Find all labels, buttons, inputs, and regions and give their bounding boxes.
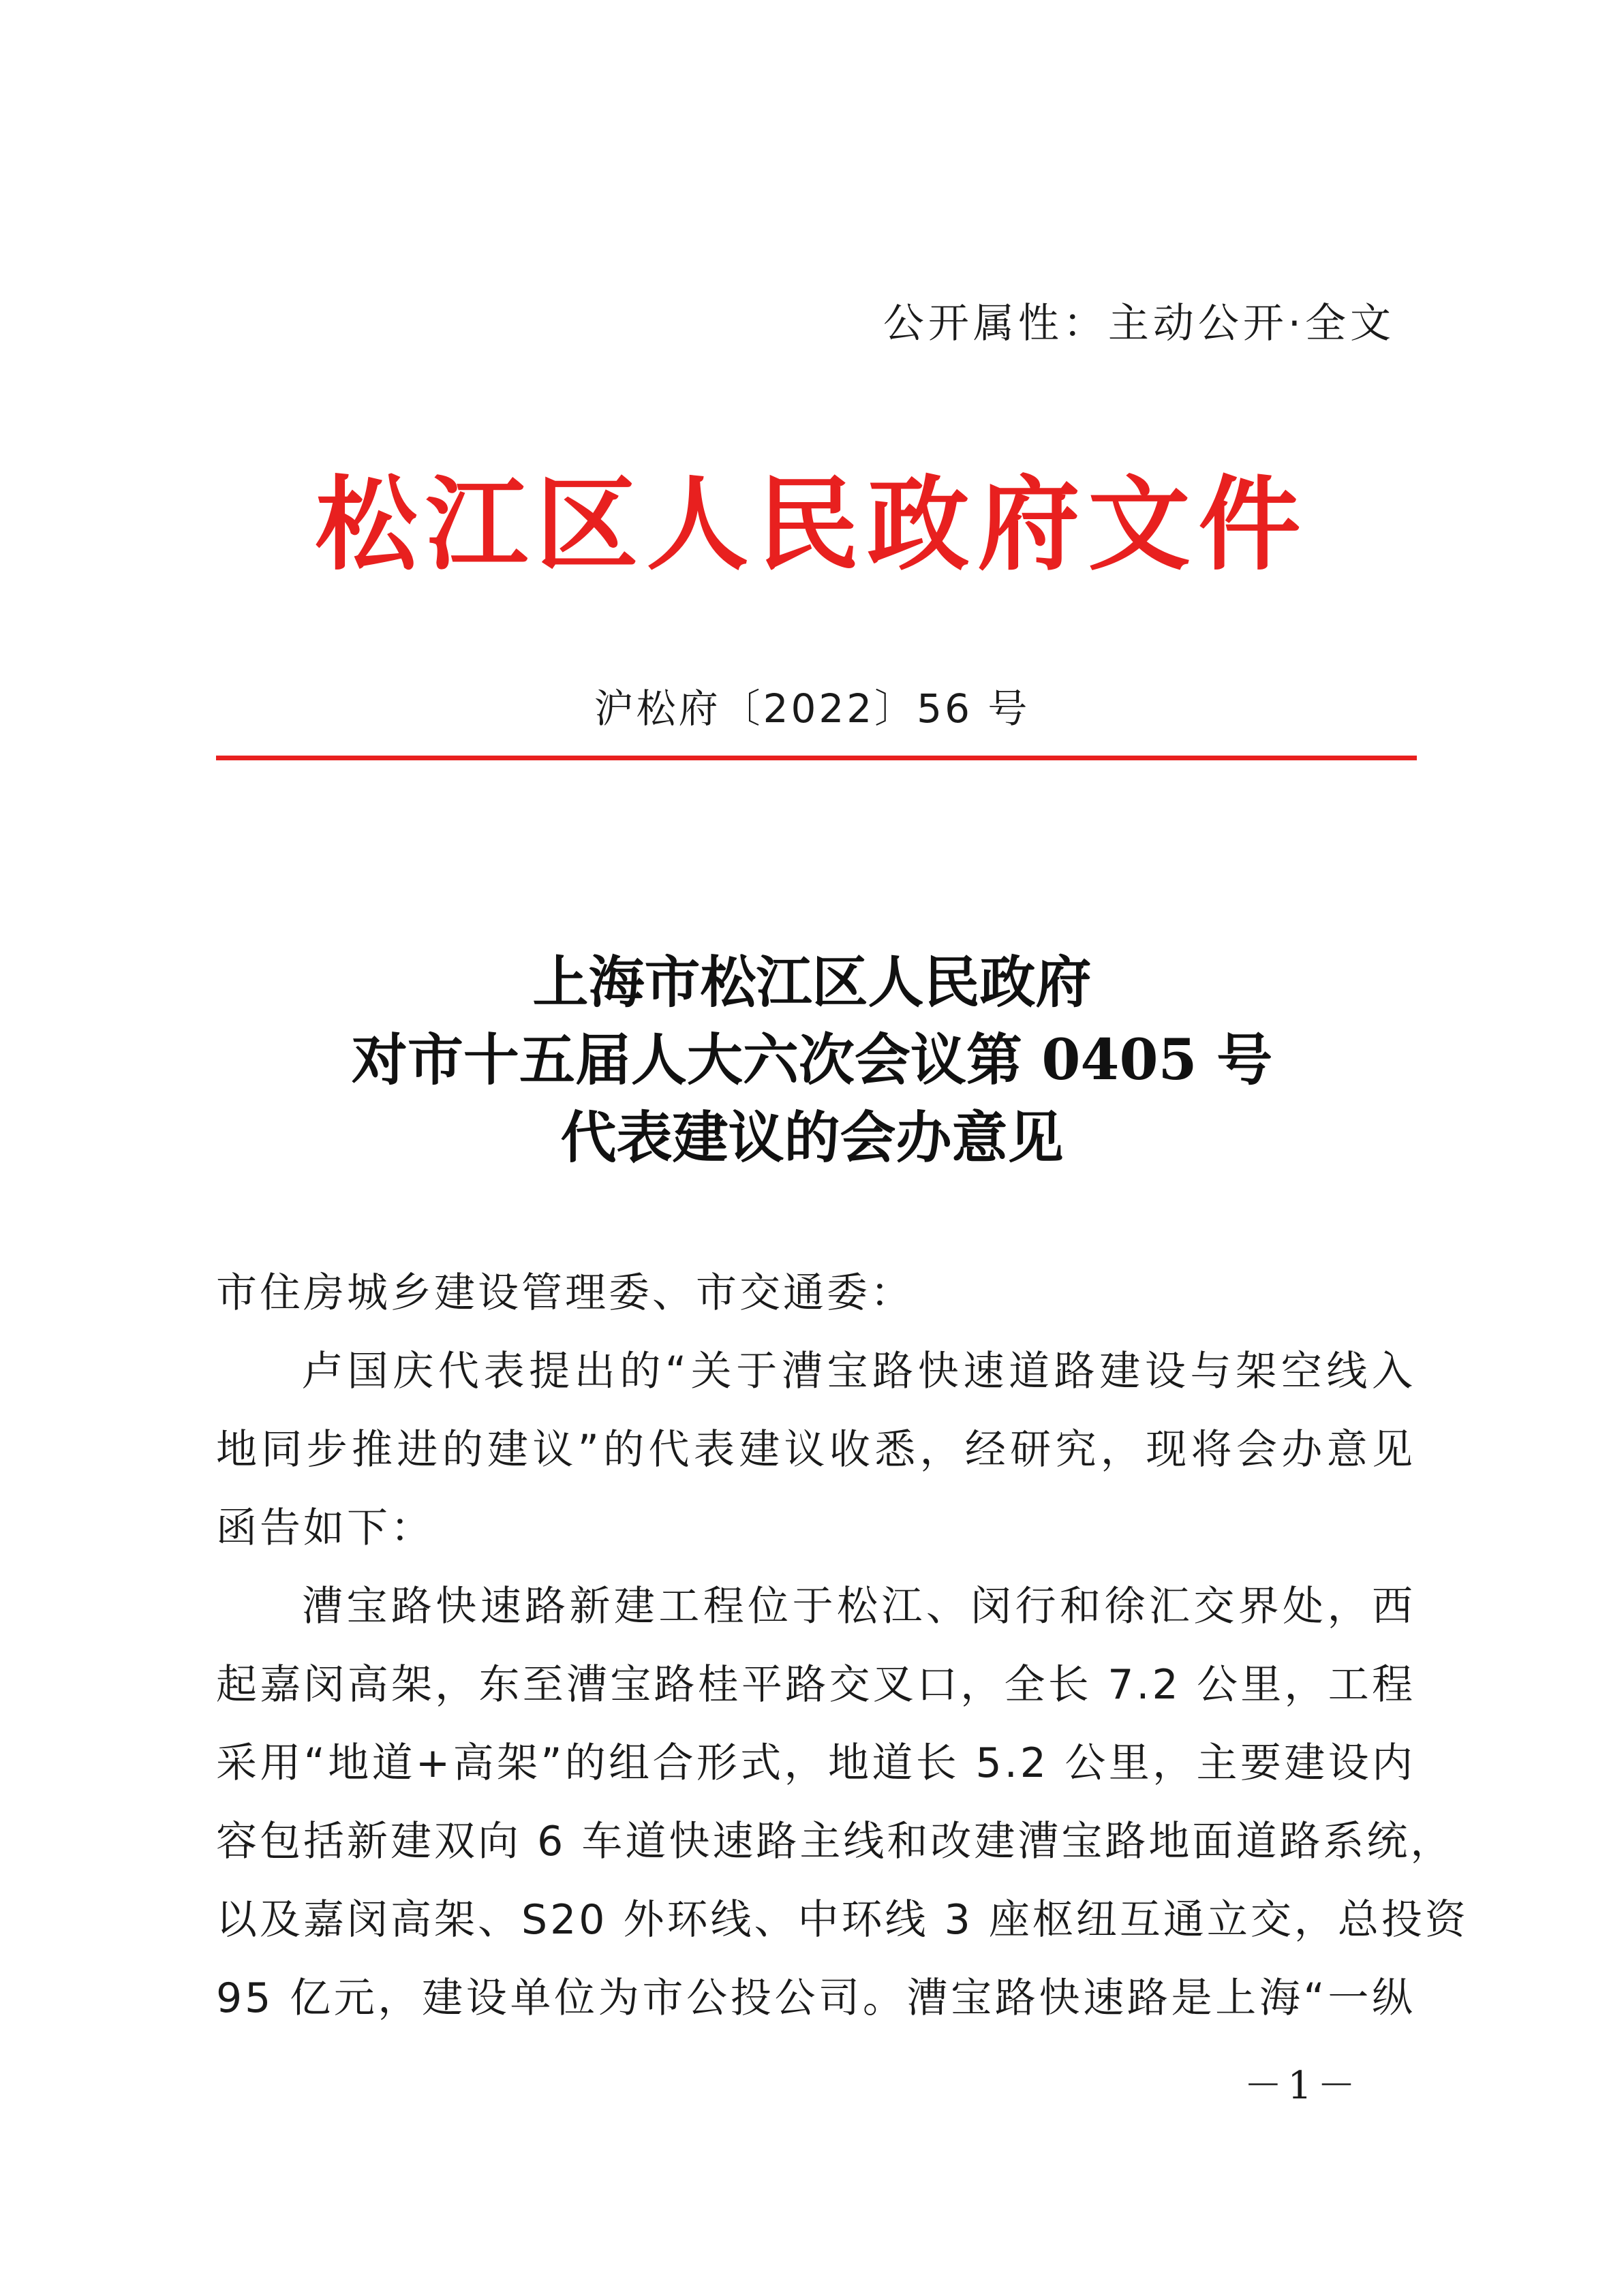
document-title: [0, 944, 1624, 1177]
paragraph-2-line-5: 以及嘉闵高架、S20 外环线、中环线 3 座枢纽互通立交，总投资: [216, 1896, 1469, 1944]
document-body: [216, 1254, 1469, 2038]
issuer-title: 松江区人民政府文件: [315, 465, 1309, 585]
paragraph-1-line-1: 卢国庆代表提出的“关于漕宝路快速道路建设与架空线入: [302, 1348, 1415, 1395]
paragraph-2-line-4: 容包括新建双向 6 车道快速路主线和改建漕宝路地面道路系统，: [216, 1818, 1454, 1865]
paragraph-1-line-2: 地同步推进的建议”的代表建议收悉，经研究，现将会办意见: [216, 1426, 1415, 1474]
document-title-line-3: 代表建议的会办意见: [560, 1105, 1064, 1170]
paragraph-2-line-6: 95 亿元，建设单位为市公投公司。漕宝路快速路是上海“一纵: [216, 1974, 1415, 2022]
document-number: 沪松府〔2022〕56 号: [594, 685, 1030, 732]
paragraph-2-line-2: 起嘉闵高架，东至漕宝路桂平路交叉口，全长 7.2 公里，工程: [216, 1661, 1415, 1709]
document-title-line-2: 对市十五届人大六次会议第 0405 号: [351, 1027, 1273, 1093]
document-title-line-1: 上海市松江区人民政府: [532, 950, 1092, 1015]
paragraph-2-line-3: 采用“地道+高架”的组合形式，地道长 5.2 公里，主要建设内: [216, 1739, 1415, 1787]
page-number: －1－: [1244, 2064, 1361, 2108]
paragraph-2-line-1: 漕宝路快速路新建工程位于松江、闵行和徐汇交界处，西: [302, 1583, 1415, 1630]
paragraph-1-line-3: 函告如下：: [216, 1504, 434, 1552]
disclosure-attribute: 公开属性：主动公开·全文: [883, 300, 1395, 347]
salutation: 市住房城乡建设管理委、市交通委：: [216, 1269, 914, 1317]
red-divider-line: [216, 756, 1417, 760]
